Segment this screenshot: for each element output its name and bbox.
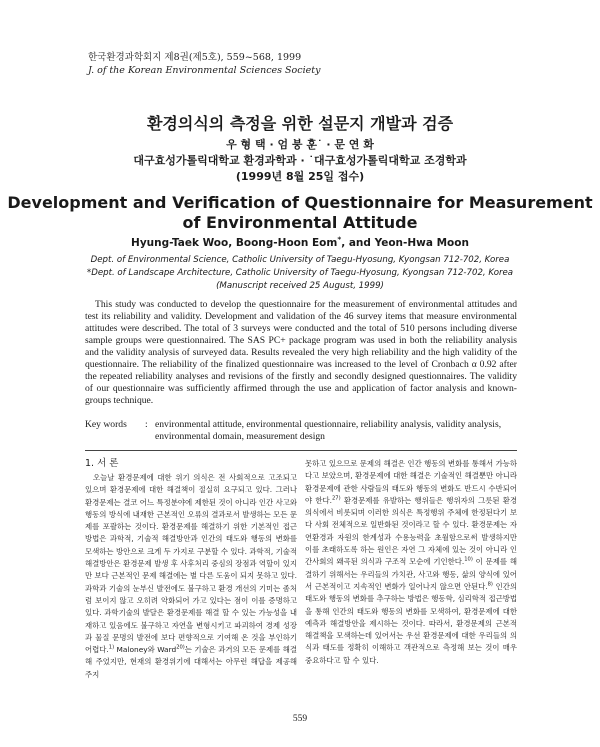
keywords-colon: : <box>145 419 148 430</box>
body-column-right <box>305 458 517 667</box>
intro-text-right-2: 환경문제를 유발하는 행위들은 행위자의 그릇된 환경의식에서 비롯되며 이러한 의식은 특정행위 주체에 한정된다기 보다 사회 전체적으로 일반화된 것이라고 할 수 있다. 환경문제는 자연환경과 자원의 한계성과 수용능력을 초월함으로써 발생하지만 이를 초래하도록 하는 원인은 자연 그 자체에 있는 것이 아니라 인간사회의 왜곡된 의식과 구조적 모순에 기인한다. <box>305 495 517 567</box>
author-names-korean: 우 형 택 · 엄 붕 훈˙ · 문 연 화 <box>226 138 374 151</box>
author-names-english <box>0 234 600 249</box>
title-line-1: Development and Verification of Questionnaire for Measurement <box>7 193 593 212</box>
paper-title-english <box>0 193 600 233</box>
section-heading-introduction: 1. 서 론 <box>85 458 119 469</box>
title-line-2: of Environmental Attitude <box>182 213 418 232</box>
intro-paragraph-right <box>305 458 517 667</box>
intro-text-right-4: 인간의 태도와 행동의 변화를 추구하는 방법은 행동학, 심리학적 접근방법을 통해 인간의 태도와 행동의 변화를 모색하여, 환경문제에 대한 예측과 해결방안을 제시하는 것이다. 따라서, 환경문제의 근본적 해결책을 모색하는데 있어서는 우선 환경문제에 대한 우리들의 의식과 태도를 정확히 이해하고 객관적으로 측정해 보는 것이 매우 중요하다고 할 수 있다. <box>305 581 517 665</box>
citation-1: 1) <box>108 644 115 651</box>
citation-8: 8) <box>487 581 493 588</box>
abstract-text: This study was conducted to develop the questionnaire for the measurement of environmental attitudes and test its reliability and validity. Development and validation of the 46 survey items that measure environmental attitudes were described. The total of 3 surveys were conducted and the total of 510 persons including diverse sample groups were questionnaired. The SAS PC+ package program was used in both the reliability analysis and the validity analysis of surveyed data. Results revealed the very high reliability and the high validity of the questionnaire. The reliability of the finalized questionnaire was increased to the level of Cronbach α 0.92 after the repeated reliability analyses and revisions of the firstly and secondly designed questionnaires. The validity of our questionnaire was sufficiently affirmed through the use and application of factor analysis and known-groups technique. <box>85 299 517 406</box>
intro-paragraph-left <box>85 472 297 681</box>
journal-name-english: J. of the Korean Environmental Sciences Society <box>88 65 321 76</box>
author-names-part-b: , and Yeon-Hwa Moon <box>341 237 469 249</box>
manuscript-received: (Manuscript received 25 August, 1999) <box>216 281 384 291</box>
keywords-text: environmental attitude, environmental questionnaire, reliability analysis, validity analysis, environmental domain, measurement design <box>155 419 502 442</box>
citation-27: 27) <box>332 495 341 502</box>
intro-text-left-2: Maloney와 Ward <box>114 645 177 655</box>
citation-10: 10) <box>464 556 473 563</box>
intro-text-left-3: 는 기술은 과거의 모든 문제를 해결해 주었지만, 현재의 환경위기에 대해서는 아무런 해답을 제공해 주지 <box>85 645 297 679</box>
intro-text-right-1: 못하고 있으므로 문제의 해결은 인간 행동의 변화를 통해서 가능하다고 보았으며, 환경문제에 대한 해결은 기술적인 해결뿐만 아니라 환경문제에 관한 사람들의 태도와 행동의 변화도 반드시 수반되어야 한다. <box>305 459 517 505</box>
affiliation-1: Dept. of Environmental Science, Catholic University of Taegu-Hyosung, Kyongsan 712-702, Korea <box>90 255 510 265</box>
affiliations-english <box>0 254 600 293</box>
authors-block-korean <box>0 137 600 185</box>
citation-20: 20) <box>176 644 185 651</box>
author-names-part-a: Hyung-Taek Woo, Boong-Hoon Eom <box>131 237 338 249</box>
keywords-block <box>85 419 517 443</box>
body-column-left <box>85 458 297 681</box>
received-date-korean: (1999년 8월 25일 접수) <box>235 170 365 183</box>
author-star-mark: * <box>337 234 342 244</box>
intro-text-left-1: 오늘날 환경문제에 대한 위기 의식은 전 사회적으로 고조되고 있으며 환경문제에 대한 해결책이 절실히 요구되고 있다. 그러나 환경문제는 결코 어느 특정분야에 제한된 것이 아니라 인간 사고와 행동의 방식에 내재한 근본적인 오류의 결과로서 발생하는 모든 문제를 포괄하는 것이다. 환경문제를 해결하기 위한 기본적인 접근 방법은 과학적, 기술적 해결방안과 인간의 태도와 행동의 변화를 모색하는 방안으로 크게 두 가지로 구분할 수 있다. 과학적, 기술적 해결방안은 환경문제 발생 후 사후처리 중심의 장점과 역할이 있지만 보다 근본적인 문제 해결에는 별 다른 도움이 되지 못하고 있다. 과학과 기술의 눈부신 발전에도 불구하고 환경 개선의 기미는 좀처럼 보이지 않고 오히려 악화되어 가고 있다는 점이 이를 증명하고 있다. 과학기술의 발달은 환경문제를 해결 할 수 있는 가능성을 내재하고 있음에도 불구하고 자연을 변형시키고 파괴하여 경제 성장과 물질 문명의 발전에 보다 편향적으로 기여해 온 것을 부인하기 어렵다. <box>85 473 297 655</box>
page-number: 559 <box>292 714 308 724</box>
journal-header <box>88 51 320 77</box>
keywords-label: Key words <box>85 419 127 430</box>
journal-name-korean: 한국환경과학회지 제8권(제5호), 559~568, 1999 <box>88 52 302 63</box>
affiliation-korean: 대구효성가톨릭대학교 환경과학과 · ˙대구효성가톨릭대학교 조경학과 <box>133 154 467 167</box>
intro-text-right-3: 이 문제를 해결하기 위해서는 우리들의 가치관, 사고와 행동, 삶의 양식에 있어서 근본적이고 지속적인 변화가 일어나지 않으면 안된다. <box>305 557 517 591</box>
section-divider <box>85 450 517 451</box>
affiliation-2: *Dept. of Landscape Architecture, Catholic University of Taegu-Hyosung, Kyongsan 712-702, Korea <box>86 268 514 278</box>
paper-title-korean: 환경의식의 측정을 위한 설문지 개발과 검증 <box>146 114 454 133</box>
